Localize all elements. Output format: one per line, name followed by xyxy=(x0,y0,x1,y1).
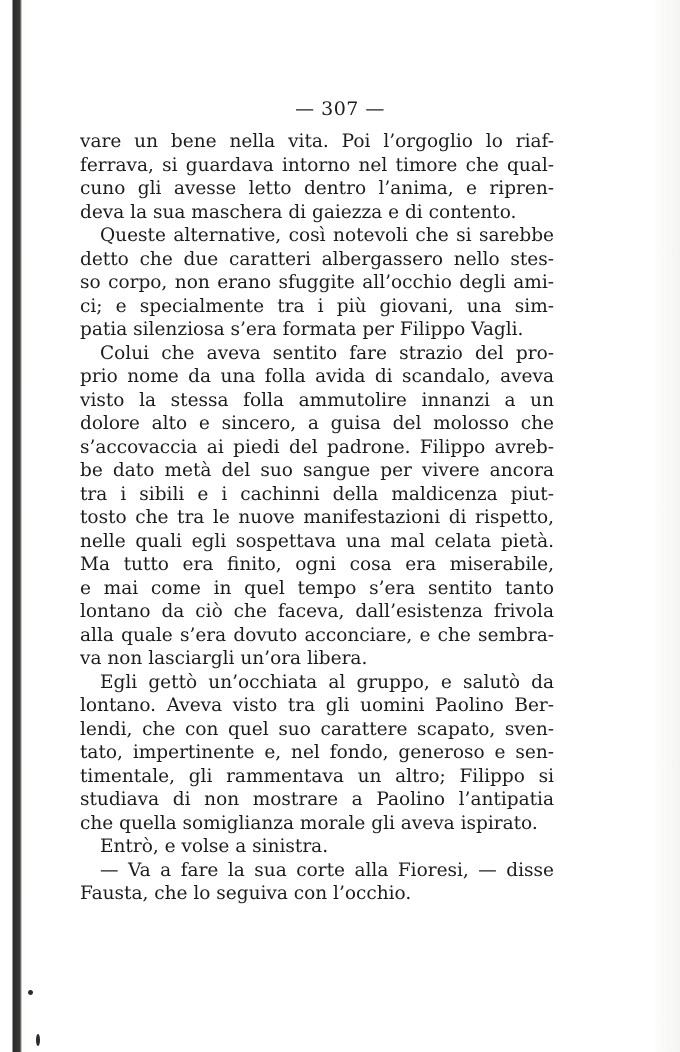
ink-speck xyxy=(36,1034,40,1046)
text-line: Queste alternative, così notevoli che si sarebbe xyxy=(100,225,554,246)
text-line: detto che due caratteri albergassero nello stes- xyxy=(80,248,554,270)
text-line: Egli gettò un’occhiata al gruppo, e salutò da xyxy=(100,671,554,693)
text-line: alla quale s’era dovuto acconciare, e che sembra- xyxy=(80,624,554,646)
text-line: che quella somiglianza morale gli aveva ispirato. xyxy=(80,812,538,834)
text-line: lontano. Aveva visto tra gli uomini Paolino Ber- xyxy=(80,695,554,716)
text-line: so corpo, non erano sfuggite all’occhio degli ami- xyxy=(80,272,554,293)
text-line: tosto che tra le nuove manifestazioni di rispetto, xyxy=(80,507,554,528)
text-line: studiava di non mostrare a Paolino l’antipatia xyxy=(80,789,554,810)
text-line: Colui che aveva sentito fare strazio del pro- xyxy=(100,342,554,364)
text-line: timentale, gli rammentava un altro; Filippo si xyxy=(80,765,554,787)
text-line: Ma tutto era finito, ogni cosa era miserabile, xyxy=(80,554,554,575)
text-line: deva la sua maschera di gaiezza e di contento. xyxy=(80,201,517,223)
text-line: dolore alto e sincero, a guisa del molosso che xyxy=(80,413,554,434)
body-text xyxy=(80,130,554,906)
text-line: tato, impertinente e, nel fondo, generoso e sen- xyxy=(80,742,554,763)
text-line: nelle quali egli sospettava una mal celata pietà. xyxy=(80,530,554,552)
text-line: ci; e specialmente tra i più giovani, una sim- xyxy=(80,295,554,317)
text-line: vare un bene nella vita. Poi l’orgoglio lo riaf- xyxy=(80,131,554,152)
text-line: tra i sibili e i cachinni della maldicenza piut- xyxy=(80,483,554,505)
text-line: e mai come in quel tempo s’era sentito tanto xyxy=(80,577,554,599)
text-line: cuno gli avesse letto dentro l’anima, e ripren- xyxy=(80,178,554,199)
text-line: va non lasciargli un’ora libera. xyxy=(80,648,368,669)
text-line: s’accovaccia ai piedi del padrone. Filippo avreb- xyxy=(80,436,554,458)
ink-speck xyxy=(28,990,33,995)
text-line: prio nome da una folla avida di scandalo, aveva xyxy=(80,366,554,387)
text-line: Entrò, e volse a sinistra. xyxy=(100,836,329,857)
text-line: visto la stessa folla ammutolire innanzi a un xyxy=(80,389,554,411)
text-line: lendi, che con quel suo carattere scapato, sven- xyxy=(80,718,554,740)
page-binding-edge xyxy=(0,0,22,1052)
text-line: ferrava, si guardava intorno nel timore che qual- xyxy=(80,154,554,176)
text-line: patia silenziosa s’era formata per Filippo Vagli. xyxy=(80,319,524,340)
text-line: Fausta, che lo seguiva con l’occhio. xyxy=(80,883,412,904)
text-line: — Va a fare la sua corte alla Fioresi, — disse xyxy=(100,859,554,881)
page-number: — 307 — xyxy=(295,98,385,120)
text-line: lontano da ciò che faceva, dall’esistenza frivola xyxy=(80,601,554,622)
text-line: be dato metà del suo sangue per vivere ancora xyxy=(80,460,554,481)
